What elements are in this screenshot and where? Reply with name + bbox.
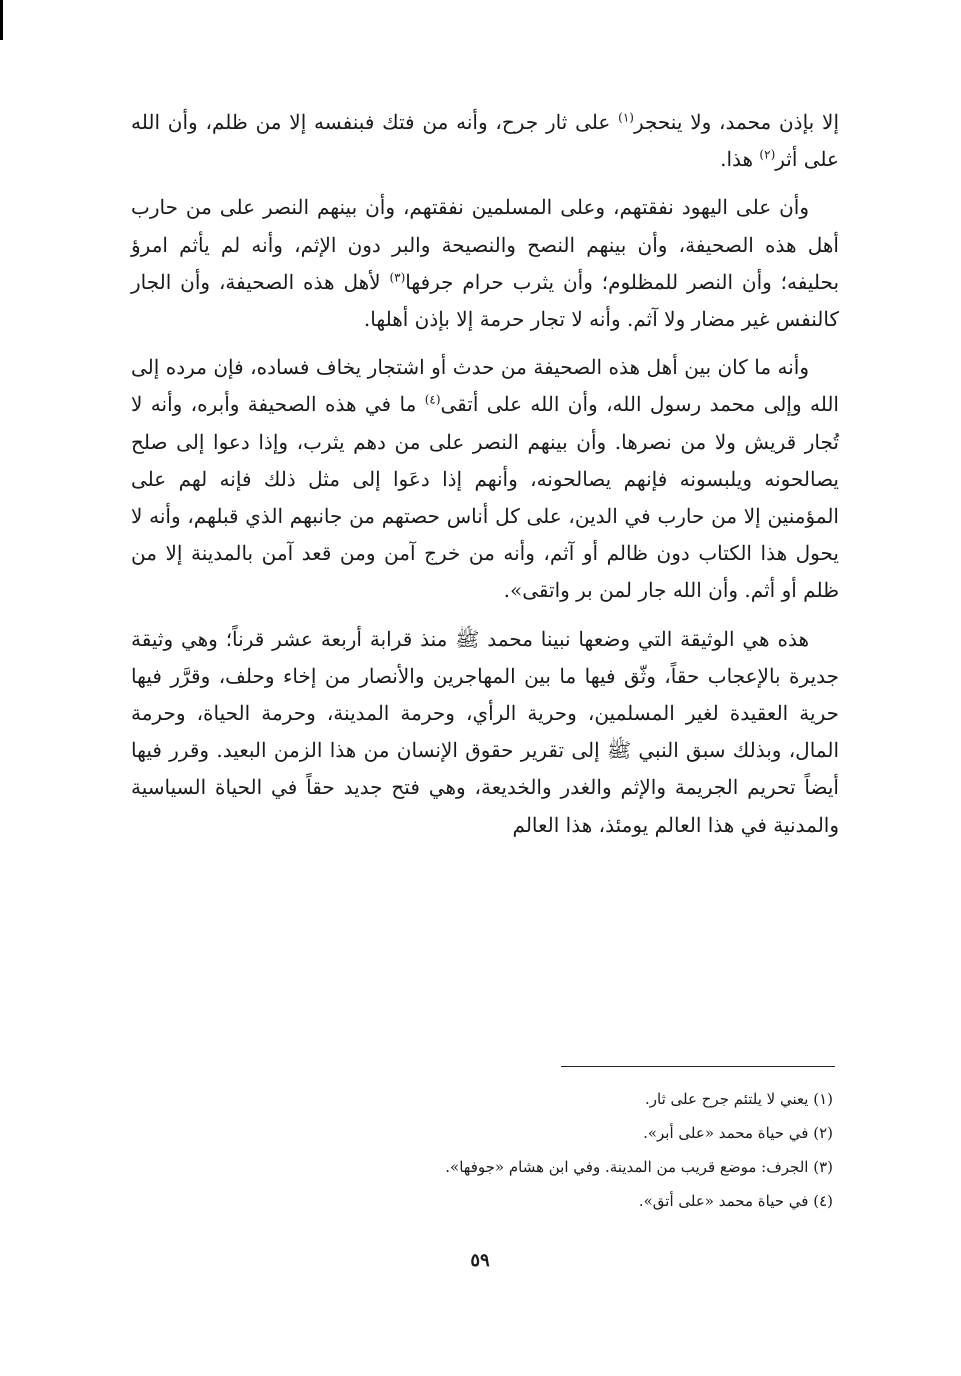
footnote-separator [561, 1066, 835, 1067]
paragraph-4: هذه هي الوثيقة التي وضعها نبينا محمد ﷺ منذ قرابة أربعة عشر قرناً؛ وهي وثيقة جديرة بالإعجاب حقاً، وثّق فيها ما بين المهاجرين والأنصار من إخاء وحلف، وقرَّر فيها حرية العقيدة لغير المسلمين، وحرية الرأي، وحرمة المدينة، وحرمة الحياة، وحرمة المال، وبذلك سبق النبي ﷺ إلى تقرير حقوق الإنسان من هذا الزمن البعيد. وقرر فيها أيضاً تحريم الجريمة والإثم والغدر والخديعة، وهي فتح جديد حقاً في الحياة السياسية والمدنية في هذا العالم يومئذ، هذا العالم [131, 626, 839, 837]
footnote-2: (٢) في حياة محمد «على أبر». [643, 1124, 833, 1142]
footnote-ref-1: (١) [618, 110, 634, 125]
paragraph-2-text-a: وأن على اليهود نفقتهم، وعلى المسلمين نفقتهم، وأن بينهم النصر على من حارب أهل هذه الصحيفة، وأن بينهم النصح والنصيحة والبر دون الإثم، وأنه لم يأثم امرؤ بحليفه؛ وأن النصر للمظلوم؛ وأن يثرب حرام جرفها [131, 195, 840, 294]
paragraph-3-text-b: ما في هذه الصحيفة وأبره، وأنه لا تُجار قريش ولا من نصرها. وأن بينهم النصر على من دهم يثرب، وإذا دعوا إلى صلح يصالحونه ويلبسونه فإنهم يصالحونه، وأنهم إذا دعَوا إلى مثل ذلك فإنه لهم على المؤمنين إلا من حارب في الدين، على كل أناس حصتهم من جانبهم الذي قبلهم، وأنه لا يحول هذا الكتاب دون ظالم أو آثم، وأنه من خرج آمن ومن قعد آمن بالمدينة إلا من ظلم أو أثم. وأن الله جار لمن بر واتقى». [131, 392, 839, 603]
footnote-4: (٤) في حياة محمد «على أتق». [638, 1192, 833, 1210]
paragraph-3-text-a: وأنه ما كان بين أهل هذه الصحيفة من حدث أو اشتجار يخاف فساده، فإن مرده إلى الله وإلى محمد رسول الله، وأن الله على أتقى [131, 355, 839, 417]
paragraph-1 [131, 104, 839, 178]
footnote-ref-2: (٢) [759, 147, 776, 162]
footnote-ref-3: (٣) [389, 270, 406, 285]
paragraph-1-text-a: إلا بإذن محمد، ولا ينحجر [633, 110, 839, 134]
paragraph-2 [131, 189, 839, 338]
paragraph-2-text-b: لأهل هذه الصحيفة، وأن الجار كالنفس غير مضار ولا آثم. وأنه لا تجار حرمة إلا بإذن أهلها. [131, 269, 839, 332]
footnote-3: (٣) الجرف: موضع قريب من المدينة. وفي ابن هشام «جوفها». [445, 1158, 833, 1176]
paragraph-1-text-b: على ثار جرح، وأنه من فتك فبنفسه إلا من ظلم، وأن الله على أثر [131, 110, 839, 172]
footnotes [131, 1082, 839, 1218]
page-number: ٥٩ [470, 1250, 490, 1271]
paragraph-3 [131, 349, 839, 609]
paragraph-1-text-c: هذا. [720, 147, 760, 172]
footnote-1: (١) يعني لا يلتئم جرح على ثار. [645, 1090, 833, 1108]
body-text [131, 104, 839, 855]
footnote-ref-4: (٤) [424, 392, 441, 407]
scan-edge-mark [0, 0, 3, 40]
